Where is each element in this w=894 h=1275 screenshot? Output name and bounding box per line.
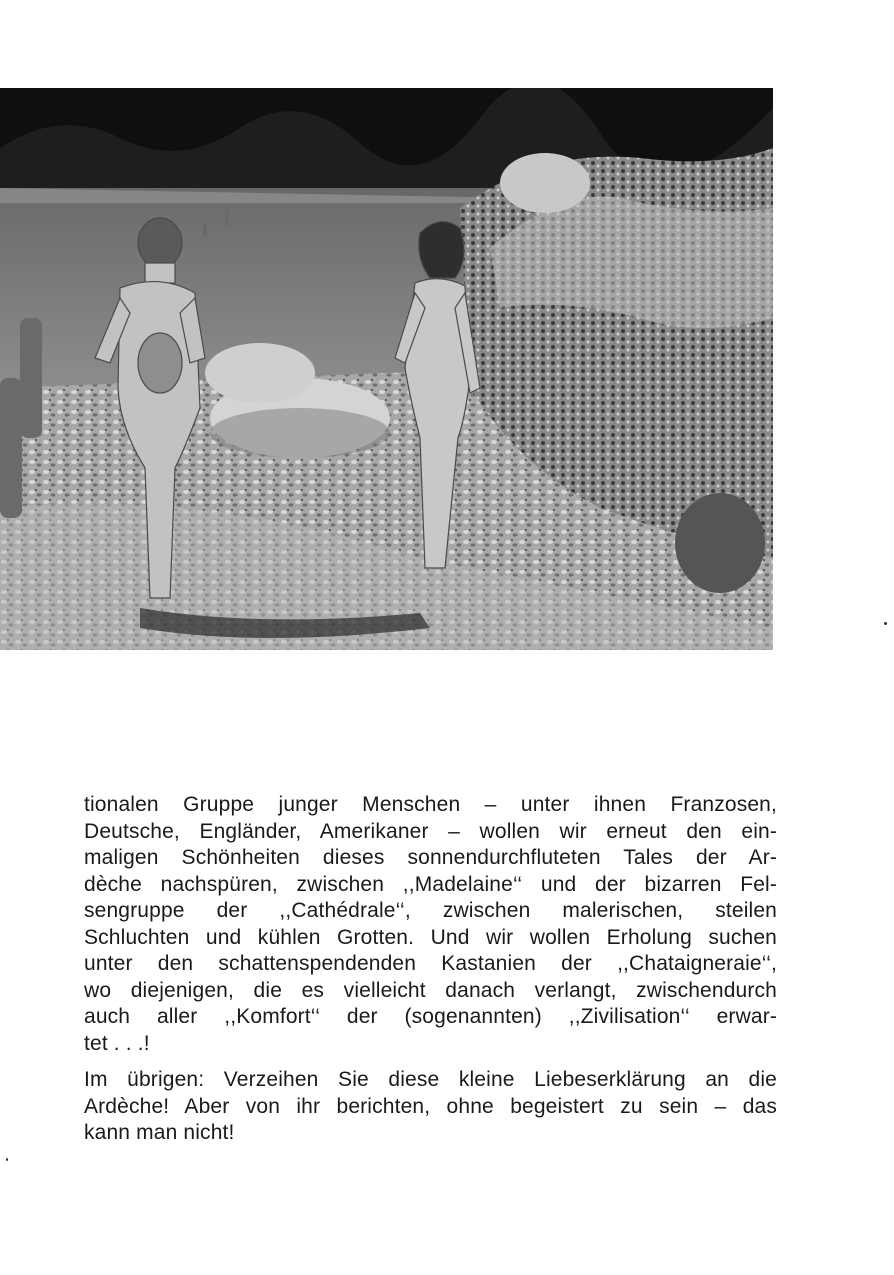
text-line: dèche nachspüren, zwischen ,,Madelaine‘‘ und der bizarren Fel- — [84, 872, 777, 896]
photo-illustration — [0, 88, 773, 650]
scan-speck — [884, 622, 887, 625]
text-line: auch aller ,,Komfort‘‘ der (sogenannten) ,,Zivilisation‘‘ erwar- — [84, 1005, 777, 1028]
article-text — [84, 792, 777, 1147]
paragraph-2 — [84, 1067, 777, 1147]
beach-photo — [0, 88, 773, 650]
text-line: sengruppe der ,,Cathédrale‘‘, zwischen malerischen, steilen — [84, 899, 777, 922]
text-line: kann man nicht! — [84, 1121, 235, 1144]
text-line: maligen Schönheiten dieses sonnendurchfluteten Tales der Ar- — [84, 846, 777, 869]
text-line: unter den schattenspendenden Kastanien der ,,Chataigneraie‘‘, — [84, 952, 777, 975]
scan-speck — [6, 1158, 8, 1161]
text-line: tet . . .! — [84, 1031, 150, 1055]
text-line: tionalen Gruppe junger Menschen – unter ihnen Franzosen, — [84, 793, 777, 816]
text-line: Im übrigen: Verzeihen Sie diese kleine Liebeserklärung an die — [84, 1068, 777, 1091]
text-line: Deutsche, Engländer, Amerikaner – wollen wir erneut den ein- — [84, 819, 777, 843]
paragraph-1 — [84, 792, 777, 1057]
text-line: Schluchten und kühlen Grotten. Und wir wollen Erholung suchen — [84, 925, 777, 949]
text-line: wo diejenigen, die es vielleicht danach verlangt, zwischendurch — [84, 978, 777, 1002]
text-line: Ardèche! Aber von ihr berichten, ohne begeistert zu sein – das — [84, 1094, 777, 1118]
